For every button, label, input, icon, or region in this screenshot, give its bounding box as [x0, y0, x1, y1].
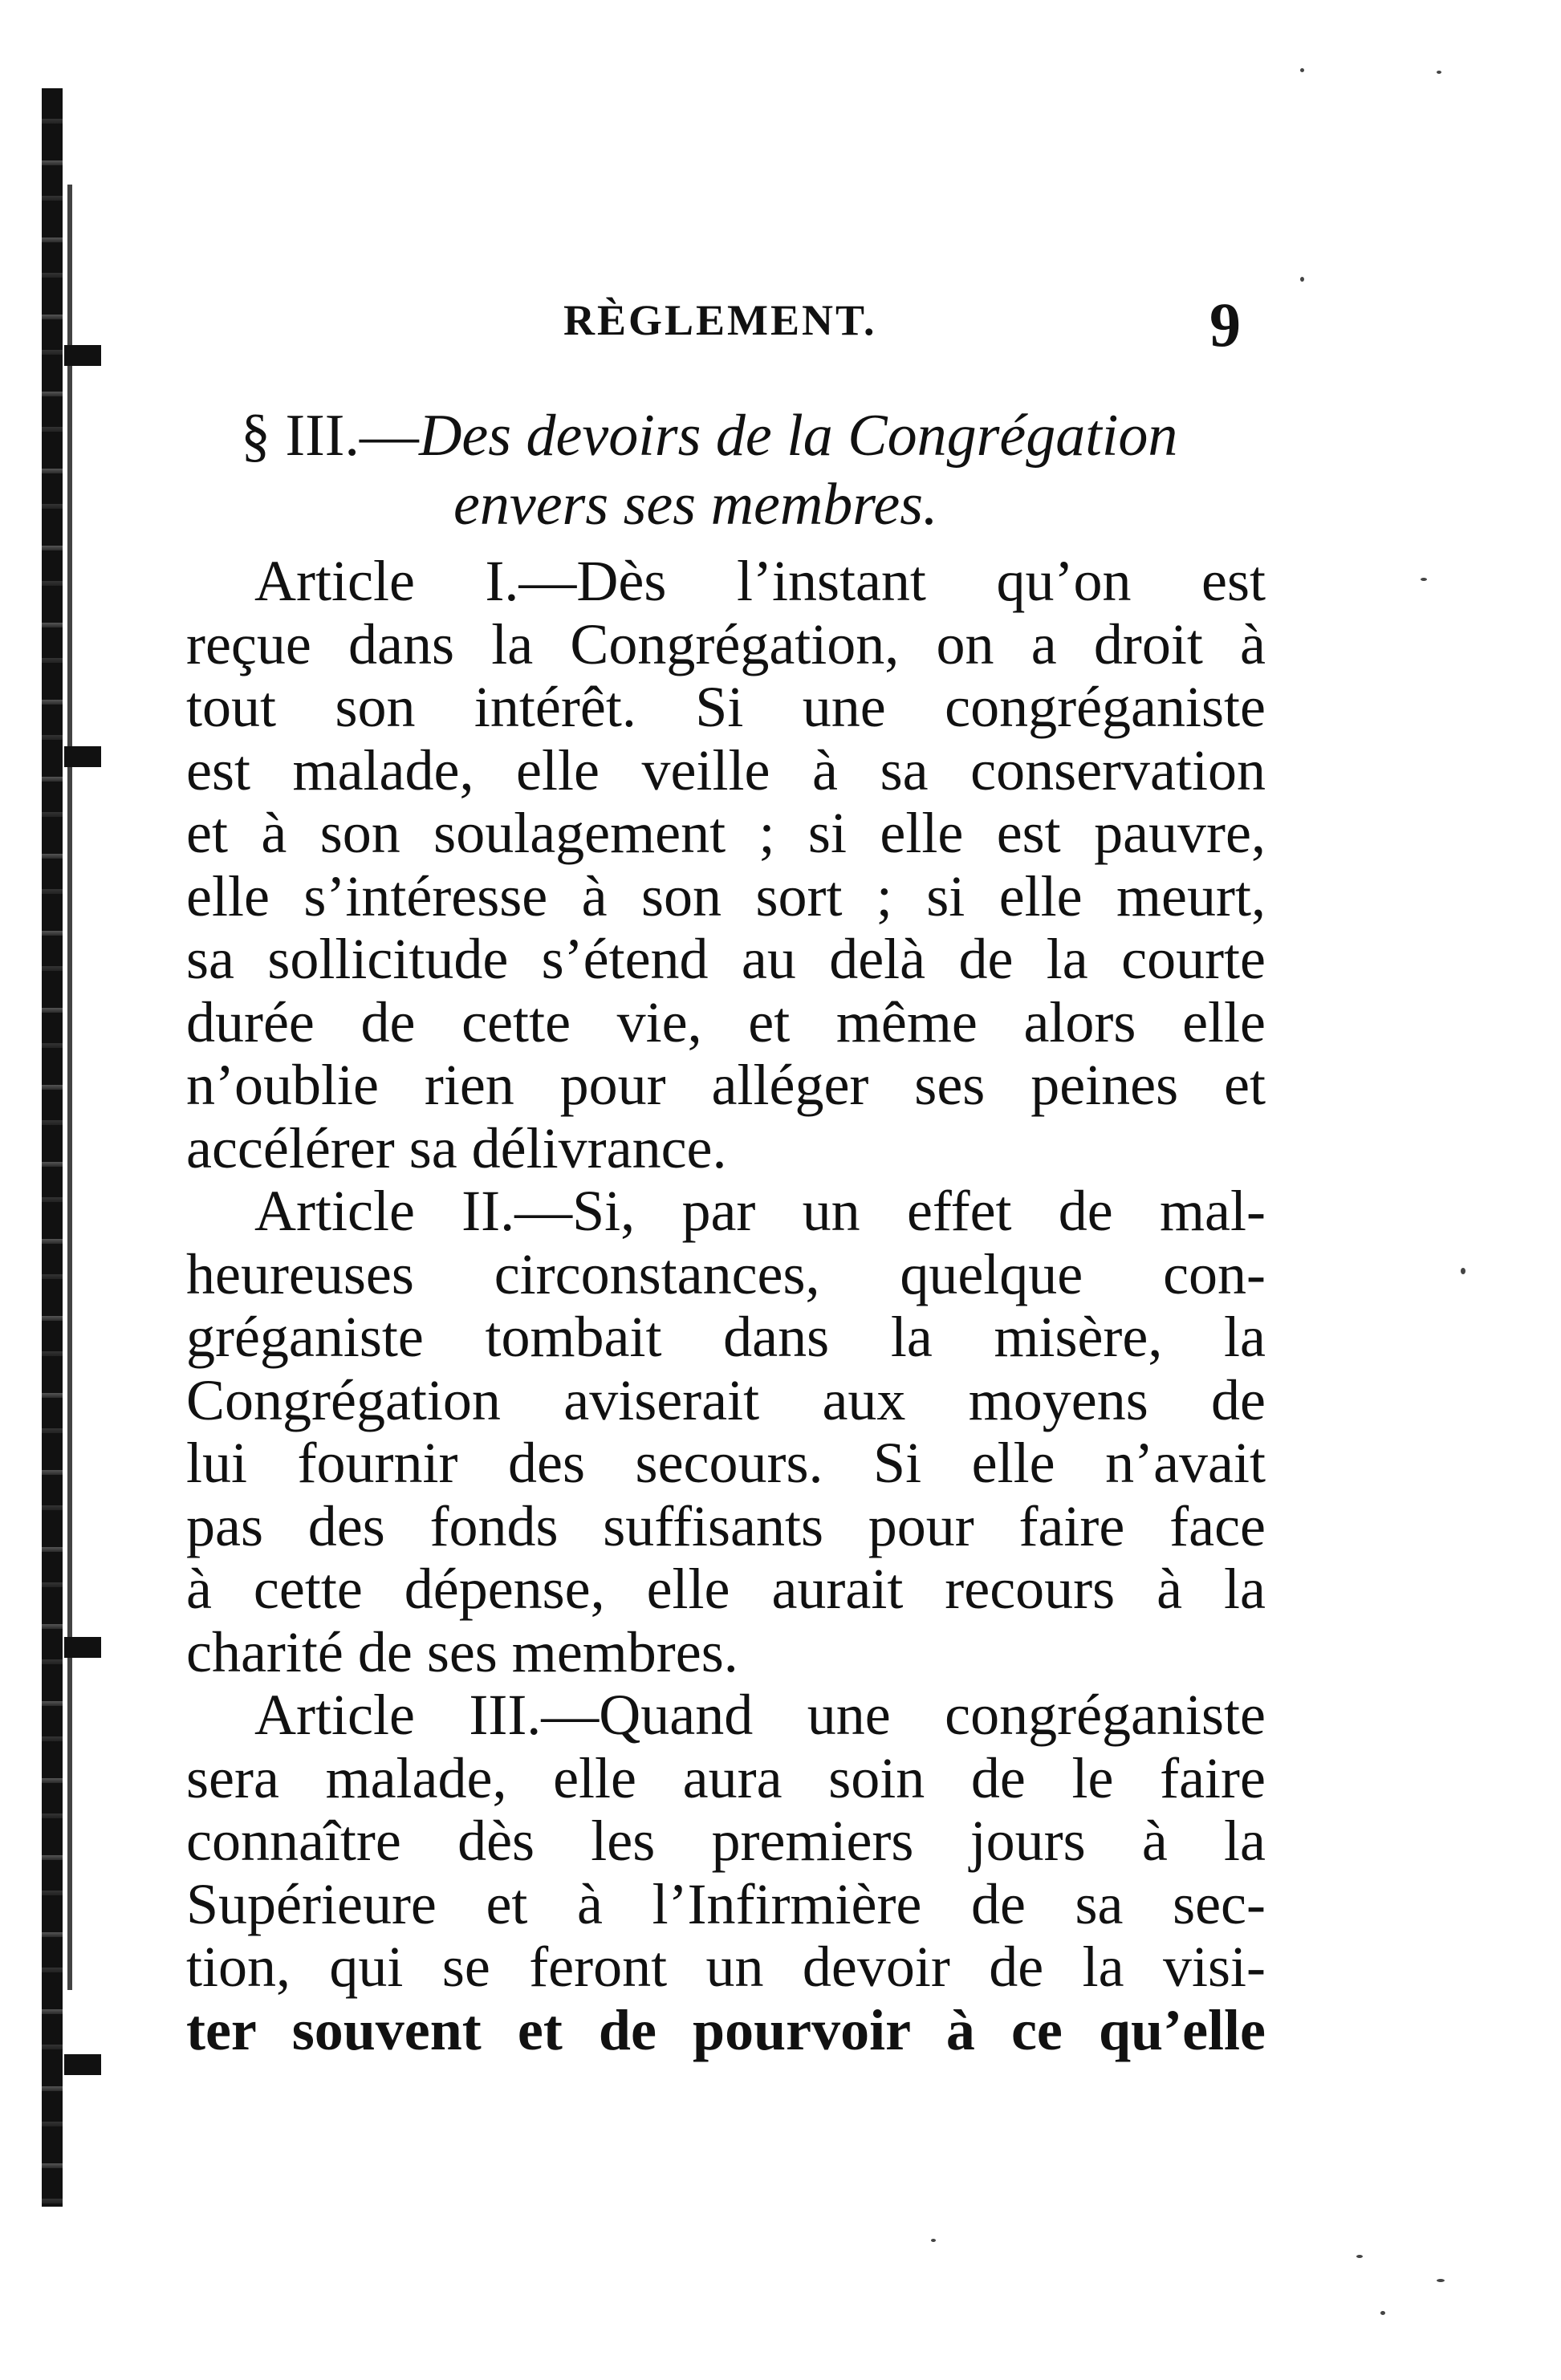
body-text [186, 550, 1266, 2061]
text-line: Article II.—Si, par un effet de mal- [254, 1179, 1266, 1243]
text-line: sera malade, elle aura soin de le faire [186, 1745, 1266, 1810]
text-line: Congrégation aviserait aux moyens de [186, 1367, 1266, 1432]
text-line: pas des fonds suffisants pour faire face [186, 1493, 1266, 1558]
text-line: est malade, elle veille à sa conservation [186, 737, 1266, 802]
binding-shadow [67, 185, 72, 1990]
scan-speck [931, 2239, 936, 2242]
text-line: reçue dans la Congrégation, on a droit à [186, 611, 1266, 676]
text-line: gréganiste tombait dans la misère, la [186, 1305, 1266, 1369]
text-line: durée de cette vie, et même alors elle [186, 989, 1266, 1054]
text-line: tout son intérêt. Si une congréganiste [186, 675, 1266, 739]
scan-speck [1461, 1268, 1465, 1274]
text-line: sa sollicitude s’étend au delà de la courte [186, 927, 1266, 991]
running-head: RÈGLEMENT. [563, 296, 877, 344]
section-heading-line [241, 401, 1300, 470]
scan-speck [1437, 71, 1441, 74]
scan-speck [1437, 2279, 1445, 2282]
text-line: Article III.—Quand une congréganiste [254, 1683, 1266, 1747]
text-line: tion, qui se feront un devoir de la visi- [186, 1935, 1266, 1999]
text-line: lui fournir des secours. Si elle n’avait [186, 1431, 1266, 1495]
section-title-part2: envers ses membres. [453, 472, 938, 538]
binding-mark [64, 345, 101, 366]
text-line: à cette dépense, elle aurait recours à la [186, 1557, 1266, 1621]
text-line: elle s’intéresse à son sort ; si elle meurt, [186, 863, 1266, 928]
binding-mark [64, 746, 101, 767]
text-line: n’oublie rien pour alléger ses peines et [186, 1053, 1266, 1117]
text-line: accélérer sa délivrance. [186, 1115, 727, 1180]
text-line: charité de ses membres. [186, 1619, 738, 1684]
scan-speck [1356, 2255, 1363, 2258]
scan-speck [1380, 2311, 1385, 2315]
text-line: et à son soulagement ; si elle est pauvre, [186, 801, 1266, 865]
text-line: ter souvent et de pourvoir à ce qu’elle [186, 1997, 1266, 2062]
binding-mark [64, 2054, 101, 2075]
binding-mark [64, 1637, 101, 1658]
scan-speck [1421, 578, 1427, 581]
scan-speck [1300, 277, 1304, 282]
section-heading [241, 401, 1300, 539]
text-line: heureuses circonstances, quelque con- [186, 1241, 1266, 1306]
text-line: Article I.—Dès l’instant qu’on est [254, 549, 1266, 613]
text-line: connaître dès les premiers jours à la [186, 1809, 1266, 1873]
section-sign: § III.— [241, 403, 419, 469]
section-title-part1: Des devoirs de la Congrégation [418, 403, 1178, 469]
text-line: Supérieure et à l’Infirmière de sa sec- [186, 1871, 1266, 1936]
page-number: 9 [1209, 290, 1241, 359]
binding-edge [42, 88, 63, 2207]
scan-speck [1300, 68, 1304, 72]
page-header [186, 289, 1310, 361]
